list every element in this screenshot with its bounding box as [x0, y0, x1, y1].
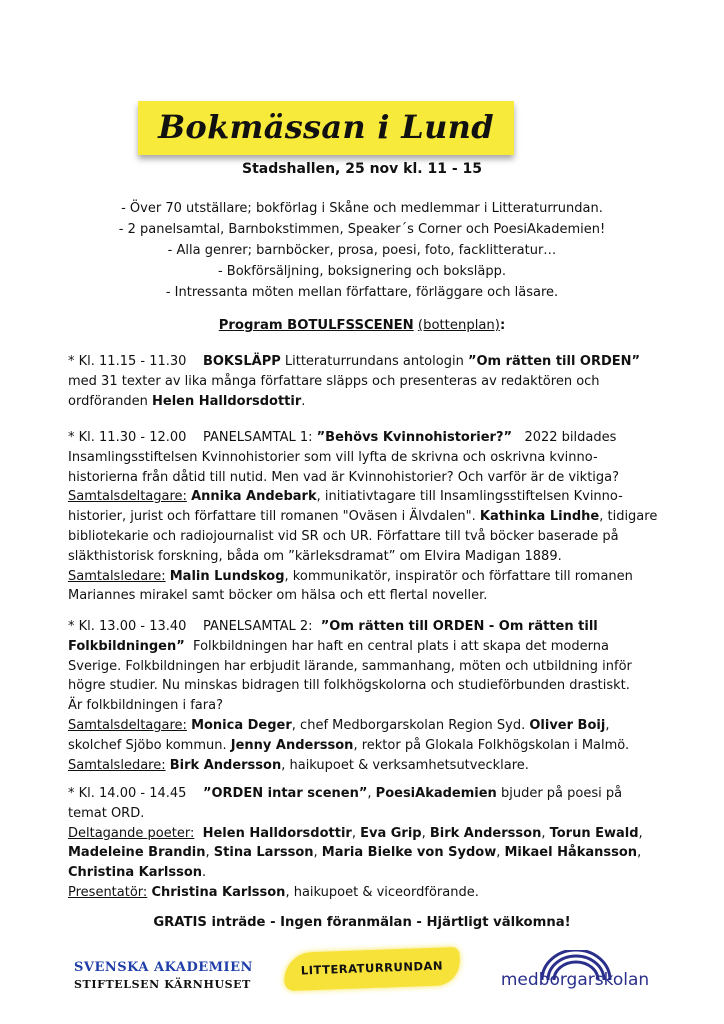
person-desc: , initiativtagare till Insamlingsstiftelsen Kvinno-	[316, 489, 623, 505]
participants-label: Samtalsdeltagare:	[68, 717, 187, 733]
event-line	[68, 507, 658, 527]
event-text: 2022 bildades	[512, 430, 617, 445]
event-line: Är folkbildningen i fara?	[68, 698, 223, 714]
person-desc: , kommunikatör, inspiratör och författare till romanen	[284, 568, 633, 584]
event-line	[68, 637, 658, 657]
event-title: ”ORDEN intar scenen”	[202, 786, 368, 801]
litteraturrundan-logo	[283, 947, 460, 991]
event-date-location: Stadshallen, 25 nov kl. 11 - 15	[241, 161, 482, 177]
event-line: släkthistorisk forskning, båda om ”kärleksdramat” om Elvira Madigan 1889.	[68, 548, 562, 564]
intro-item: - Bokförsäljning, boksignering och boksläpp.	[217, 264, 507, 279]
event-line: med 31 texter av lika många författare släpps och presenteras av redaktören och	[68, 373, 600, 389]
program-heading	[0, 318, 724, 333]
event-line: Insamlingsstiftelsen Kvinnohistorier som vill lyfta de skrivna och oskrivna kvinno-	[68, 449, 598, 465]
poet-name: Maria Bielke von Sydow	[321, 845, 497, 861]
event-line	[68, 392, 658, 412]
event-line: Christina Karlsson.	[68, 865, 207, 881]
event-kind: PANELSAMTAL 2:	[202, 619, 321, 634]
event-line	[68, 736, 658, 756]
event-line	[68, 428, 658, 448]
person-desc: , rektor på Glokala Folkhögskolan i Malmö.	[353, 737, 630, 753]
event-text: Litteraturrundans antologin	[280, 354, 468, 369]
event-title: ”Om rätten till ORDEN - Om rätten till	[320, 619, 598, 634]
person-name: Birk Andersson	[169, 757, 282, 773]
event-time: * Kl. 11.30 - 12.00	[68, 430, 187, 445]
event-line: Mariannes mirakel samt böcker om hälsa och ett flertal noveller.	[68, 588, 488, 604]
event-line	[68, 756, 658, 776]
event-line: Deltagande poeter: Helen Halldorsdottir, Eva Grip, Birk Andersson, Torun Ewald,	[68, 825, 643, 841]
event-title: Bokmässan i Lund	[158, 108, 494, 146]
moderator-label: Samtalsledare:	[68, 568, 166, 584]
svenska-akademien-logo	[74, 960, 262, 991]
person-name: Helen Halldorsdottir	[152, 393, 302, 409]
presenter-label: Presentatör:	[68, 884, 148, 900]
program-location: (bottenplan)	[417, 318, 500, 333]
event-bokslapp	[68, 352, 658, 411]
person-name: Oliver Boij	[529, 717, 606, 733]
logo-line: SVENSKA AKADEMIEN	[74, 960, 253, 975]
intro-list	[0, 198, 724, 303]
intro-item: - Alla genrer; barnböcker, prosa, poesi, foto, facklitteratur…	[167, 243, 557, 258]
person-name: Monica Deger	[191, 717, 292, 733]
event-text: ,	[367, 786, 376, 801]
event-title: ”Behövs Kvinnohistorier?”	[316, 430, 513, 445]
event-line	[68, 784, 658, 804]
person-desc: , haikupoet & verksamhetsutvecklare.	[281, 757, 529, 773]
event-line: Sverige. Folkbildningen har erbjudit lärande, sammanhang, möten och utbildning inför	[68, 658, 632, 674]
event-line: temat ORD.	[68, 805, 145, 821]
intro-item: - Över 70 utställare; bokförlag i Skåne och medlemmar i Litteraturrundan.	[121, 201, 603, 216]
person-name: Malin Lundskog	[169, 568, 285, 584]
person-desc: , chef Medborgarskolan Region Syd.	[291, 717, 530, 733]
intro-item: - Intressanta möten mellan författare, förläggare och läsare.	[165, 285, 559, 300]
event-text: historier, jurist och författare till romanen "Oväsen i Älvdalen".	[68, 509, 480, 525]
poet-name: Helen Halldorsdottir	[202, 825, 352, 841]
event-text: .	[301, 393, 306, 409]
poet-name: Madeleine Brandin	[68, 845, 206, 861]
event-text: Folkbildningen har haft en central plats i att skapa det moderna	[184, 638, 609, 654]
event-line	[68, 567, 658, 587]
medborgarskolan-logo	[500, 950, 650, 1000]
event-title: ”Om rätten till ORDEN”	[467, 354, 641, 369]
title-banner	[138, 101, 514, 155]
person-desc: ,	[605, 717, 610, 733]
event-time: * Kl. 14.00 - 14.45	[68, 786, 187, 801]
person-desc: , haikupoet & viceordförande.	[285, 884, 479, 900]
logo-text: LITTERATURRUNDAN	[300, 958, 444, 978]
program-label: Program BOTULFSSCENEN	[218, 318, 414, 333]
person-name: Christina Karlsson	[151, 884, 286, 900]
event-text: ordföranden	[68, 393, 153, 409]
event-panel-2	[68, 617, 658, 775]
event-time: * Kl. 11.15 - 11.30	[68, 354, 187, 369]
event-line	[68, 352, 658, 372]
event-kind: PANELSAMTAL 1:	[202, 430, 317, 445]
program-colon: :	[499, 318, 506, 333]
event-line	[68, 883, 658, 903]
event-panel-1	[68, 428, 658, 606]
event-line	[68, 617, 658, 637]
moderator-label: Samtalsledare:	[68, 757, 166, 773]
poet-name: Mikael Håkansson	[504, 845, 638, 861]
person-name: Annika Andebark	[191, 489, 317, 505]
event-line: högre studier. Nu minskas bidragen till folkhögskolorna och studieförbunden drastiskt.	[68, 678, 630, 694]
intro-item: - 2 panelsamtal, Barnbokstimmen, Speaker´s Corner och PoesiAkademien!	[118, 222, 606, 237]
event-kind: BOKSLÄPP	[202, 354, 281, 369]
org-name: PoesiAkademien	[375, 786, 497, 801]
person-name: Kathinka Lindhe	[479, 509, 600, 525]
event-title: Folkbildningen”	[68, 638, 185, 654]
poet-name: Birk Andersson	[429, 825, 542, 841]
event-line: bibliotekarie och radiojournalist vid SR och UR. Författare till två böcker baserade på	[68, 528, 619, 544]
participants-label: Samtalsdeltagare:	[68, 489, 187, 505]
poet-name: Eva Grip	[360, 825, 422, 841]
event-line: historierna från dåtid till nutid. Men vad är Kvinnohistorier? Och varför är de viktiga?	[68, 469, 620, 485]
poet-name: Stina Larsson	[213, 845, 314, 861]
poet-name: Torun Ewald	[549, 825, 639, 841]
event-line	[68, 487, 658, 507]
event-line: Madeleine Brandin, Stina Larsson, Maria Bielke von Sydow, Mikael Håkansson,	[68, 845, 642, 861]
event-text: skolchef Sjöbo kommun.	[68, 737, 231, 753]
event-poetry	[68, 784, 658, 903]
logo-line: STIFTELSEN KÄRNHUSET	[74, 978, 251, 991]
logo-text: medborgarskolan	[500, 970, 650, 990]
event-text: bjuder på poesi på	[496, 786, 623, 801]
poet-name: Christina Karlsson	[68, 865, 202, 881]
person-name: Jenny Andersson	[230, 737, 354, 753]
event-text: , tidigare	[599, 509, 658, 525]
event-line	[68, 716, 658, 736]
poets-label: Deltagande poeter:	[68, 825, 195, 841]
event-time: * Kl. 13.00 - 13.40	[68, 619, 187, 634]
admission-tagline: GRATIS inträde - Ingen föranmälan - Hjärtligt välkomna!	[153, 915, 571, 930]
